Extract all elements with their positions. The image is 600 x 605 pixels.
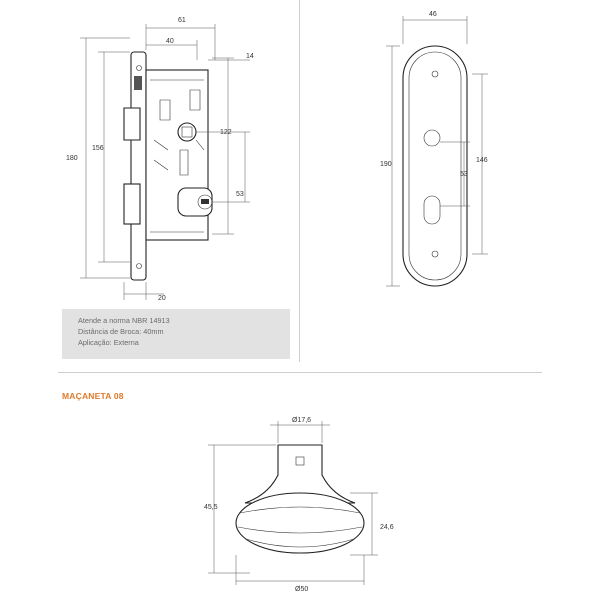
knob-dim-height: 45,5: [204, 504, 218, 511]
section-title: MAÇANETA 08: [62, 391, 124, 401]
knob-dim-body-height: 24,6: [380, 524, 394, 531]
dim-122-lines: [212, 58, 234, 234]
horizontal-divider: [58, 372, 542, 373]
dim-146-lines: [472, 74, 488, 254]
dim-height-total: 180: [66, 155, 78, 162]
plate-dim-width: 46: [429, 11, 437, 18]
dim-width-total: 61: [178, 17, 186, 24]
spec-line-backset: Distância de Broca: 40mm: [78, 327, 164, 336]
dim-diameter-lines: [236, 555, 364, 585]
latch: [124, 108, 140, 140]
knob-technical-drawing: [150, 405, 450, 600]
dim-center-distance: 53: [236, 191, 244, 198]
dim-backset: 40: [166, 38, 174, 45]
dim-faceplate-width: 20: [158, 295, 166, 302]
lock-technical-drawing: [0, 0, 300, 310]
dim-46-lines: [403, 16, 467, 44]
plate-drawing: [300, 0, 600, 310]
plate-dim-hole-spacing: 146: [476, 157, 488, 164]
follower-outer: [178, 123, 196, 141]
plate-dim-height: 190: [380, 161, 392, 168]
plate-dim-center-distance: 53: [460, 171, 468, 178]
dim-case-height: 122: [220, 129, 232, 136]
dim-height-inner: 156: [92, 145, 104, 152]
cylinder-keyway: [201, 199, 209, 204]
plate-outer: [403, 46, 467, 286]
vertical-divider: [299, 0, 300, 362]
dim-faceplate-offset: 14: [246, 53, 254, 60]
spec-box: [62, 309, 290, 359]
knob-dim-neck-diameter: Ø17,6: [292, 417, 312, 424]
deadbolt: [124, 184, 140, 224]
dim-61-lines: [146, 24, 215, 60]
lock-drawing: [0, 0, 300, 310]
spec-line-standard: Atende a norma NBR 14913: [78, 316, 170, 325]
faceplate-brand-mark: [134, 76, 142, 90]
spec-line-application: Aplicação: Externa: [78, 338, 139, 347]
knob-body: [236, 493, 364, 553]
knob-drawing: [150, 405, 450, 600]
dim-neck-lines: [270, 421, 330, 443]
plate-technical-drawing: [300, 0, 600, 310]
dim-180-lines: [80, 38, 130, 278]
knob-dim-diameter: Ø50: [295, 586, 309, 593]
dim-156-lines: [98, 52, 130, 262]
